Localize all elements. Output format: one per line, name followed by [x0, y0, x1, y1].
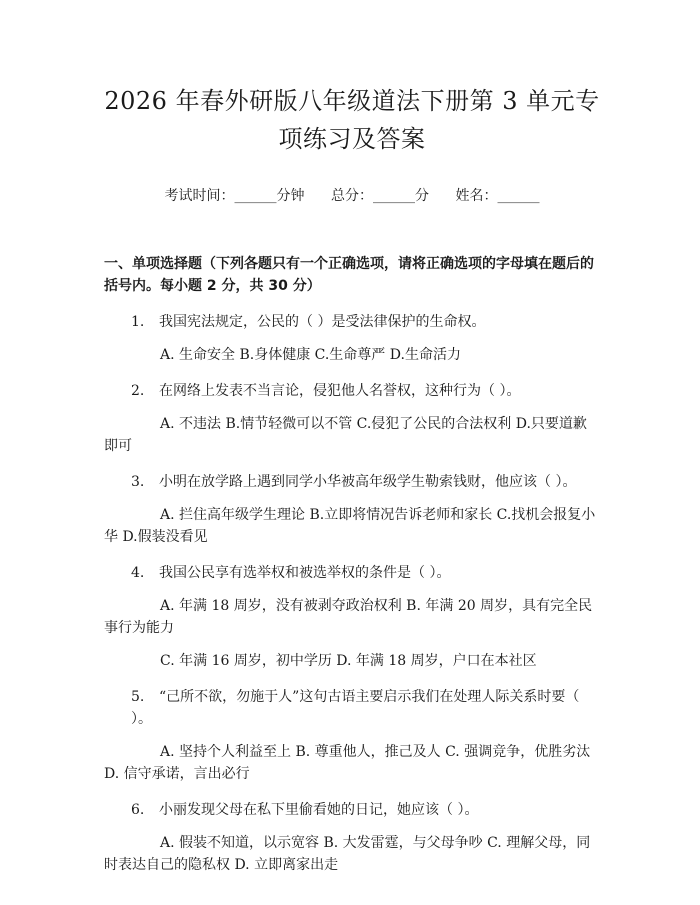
total-score-field: 总分：______分 [331, 188, 429, 204]
question-options-continued: C. 年满 16 周岁，初中学历 D. 年满 18 周岁，户口在本社区 [160, 653, 537, 669]
section-heading: 一、单项选择题（下列各题只有一个正确选项，请将正确选项的字母填在题后的括号内。每小题 2 分，共 30 分） [104, 256, 594, 294]
question-5 [104, 686, 600, 785]
question-2 [104, 380, 600, 457]
question-text: 我国宪法规定，公民的（ ）是受法律保护的生命权。 [159, 314, 486, 330]
question-options: A. 拦住高年级学生理论 B.立即将情况告诉老师和家长 C.找机会报复小华 D.假装没看见 [104, 507, 596, 545]
question-stem [104, 471, 600, 493]
question-stem [104, 311, 600, 333]
question-number: 4. [131, 565, 145, 581]
question-number: 5. [131, 689, 145, 705]
exam-info [104, 186, 600, 206]
question-4 [104, 562, 600, 672]
question-options: A. 生命安全 B.身体健康 C.生命尊严 D.生命活力 [160, 347, 461, 363]
question-stem [104, 686, 600, 730]
question-3 [104, 471, 600, 548]
question-stem [104, 799, 600, 821]
document-title: 2026 年春外研版八年级道法下册第 3 单元专项练习及答案 [104, 87, 600, 153]
question-number: 6. [131, 802, 145, 818]
question-stem [104, 380, 600, 402]
question-options: A. 坚持个人利益至上 B. 尊重他人，推己及人 C. 强调竞争，优胜劣汰 D. 信守承诺，言出必行 [104, 744, 591, 782]
question-number: 1. [131, 314, 145, 330]
question-options: A. 年满 18 周岁，没有被剥夺政治权利 B. 年满 20 周岁，具有完全民事行为能力 [104, 598, 593, 636]
question-6 [104, 799, 600, 876]
question-text: 我国公民享有选举权和被选举权的条件是（ ）。 [159, 565, 451, 581]
question-stem [104, 562, 600, 584]
question-options: A. 不违法 B.情节轻微可以不管 C.侵犯了公民的合法权利 D.只要道歉即可 [104, 416, 587, 454]
question-options: A. 假装不知道，以示宽容 B. 大发雷霆，与父母争吵 C. 理解父母，同时表达自己的隐私权 D. 立即离家出走 [104, 835, 591, 873]
question-text: 小丽发现父母在私下里偷看她的日记，她应该（ ）。 [159, 802, 479, 818]
question-text: “己所不欲，勿施于人”这句古语主要启示我们在处理人际关系时要（ ）。 [131, 689, 580, 727]
question-number: 3. [131, 474, 145, 490]
question-text: 小明在放学路上遇到同学小华被高年级学生勒索钱财，他应该（ ）。 [159, 474, 577, 490]
question-1 [104, 311, 600, 366]
question-number: 2. [131, 383, 145, 399]
question-text: 在网络上发表不当言论，侵犯他人名誉权，这种行为（ ）。 [159, 383, 521, 399]
name-field: 姓名：______ [455, 188, 540, 204]
exam-time-field: 考试时间：______分钟 [164, 188, 305, 204]
